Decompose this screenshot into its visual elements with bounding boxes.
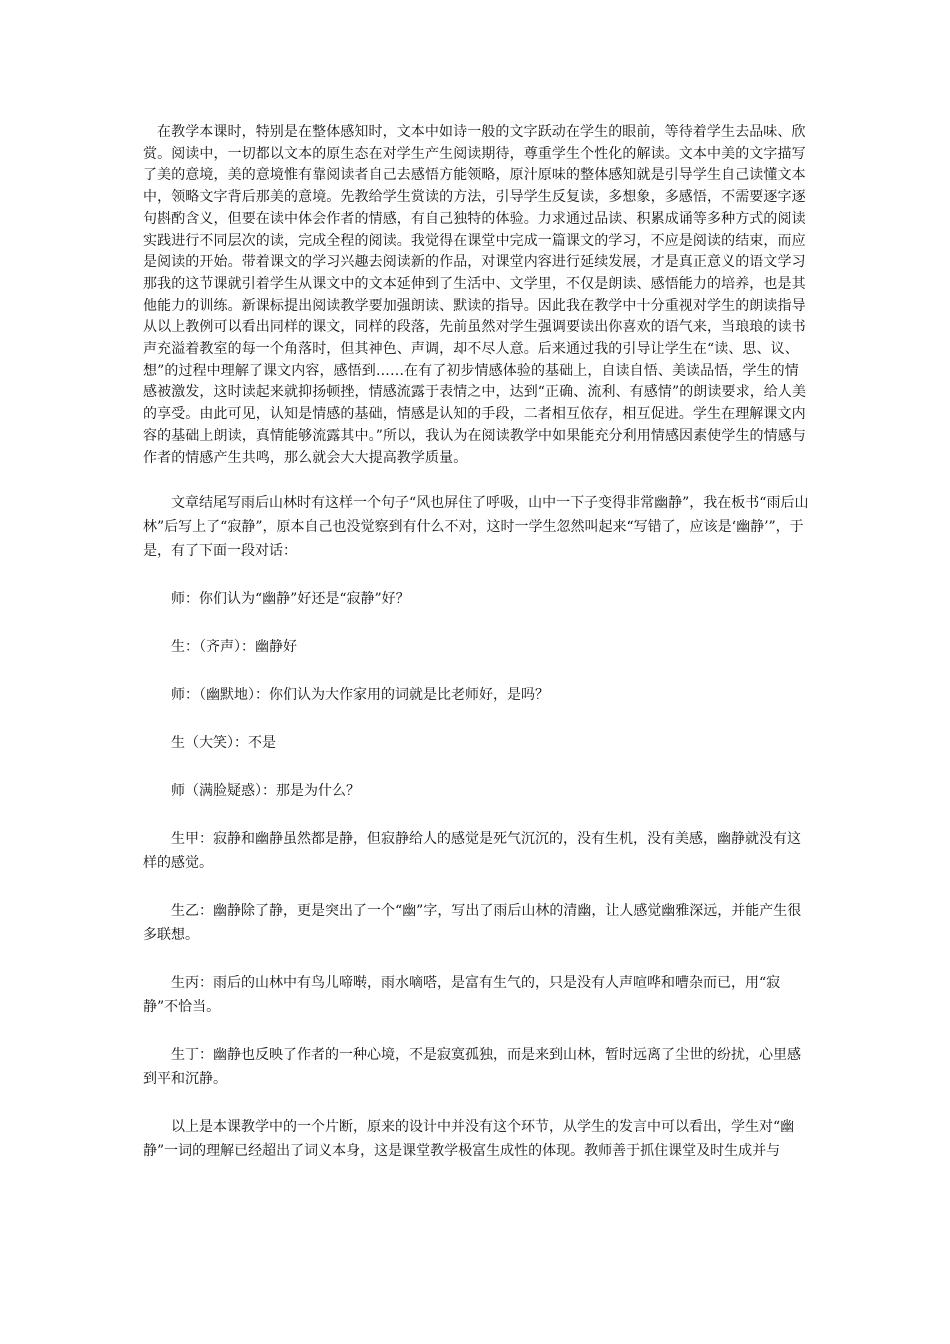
- dialogue-line: 生：（齐声）：幽静好: [171, 639, 297, 656]
- dialogue-line: 师（满脸疑惑）：那是为什么？: [171, 783, 360, 800]
- document-body: [143, 122, 811, 1163]
- dialogue-line: 生（大笑）：不是: [171, 735, 276, 752]
- dialogue-line: 生丁：幽静也反映了作者的一种心境，不是寂寞孤独，而是来到山林，暂时远离了尘世的纷扰，心里感到平和沉静。: [143, 1047, 801, 1088]
- paragraph-reflection: 在教学本课时，特别是在整体感知时，文本中如诗一般的文字跃动在学生的眼前，等待着学生去品味、欣赏。阅读中，一切都以文本的原生态在对学生产生阅读期待，尊重学生个性化的解读。文本中美的文字描写了美的意境，美的意境惟有靠阅读者自己去感悟方能领略，原汁原味的整体感知就是引导学生自己读懂文本中，领略文字背后那美的意境。先教给学生赏读的方法，引导学生反复读，多想象，多感悟，不需要逐字逐句斟酌含义，但要在读中体会作者的情感，有自己独特的体验。力求通过品读、积累成诵等多种方式的阅读实践进行不同层次的读，完成全程的阅读。我觉得在课堂中完成一篇课文的学习，不应是阅读的结束，而应是阅读的开始。带着课文的学习兴趣去阅读新的作品，对课堂内容进行延续发展，才是真正意义的语文学习那我的这节课就引着学生从课文中的文本延伸到了生活中、文学里，不仅是朗读、感悟能力的培养，也是其他能力的训练。新课标提出阅读教学要加强朗读、默读的指导。因此我在教学中十分重视对学生的朗读指导从以上教例可以看出同样的课文，同样的段落，先前虽然对学生强调要读出你喜欢的语气来，当琅琅的读书声充溢着教室的每一个角落时，但其神色、声调，却不尽人意。后来通过我的引导让学生在“读、思、议、想”的过程中理解了课文内容，感悟到……在有了初步情感体验的基础上，自读自悟、美读品悟，学生的情感被激发，这时读起来就抑扬顿挫，情感流露于表情之中，达到“正确、流利、有感情”的朗读要求，给人美的享受。由此可见，认知是情感的基础，情感是认知的手段，二者相互依存，相互促进。学生在理解课文内容的基础上朗读，真情能够流露其中。”所以，我认为在阅读教学中如果能充分利用情感因素使学生的情感与作者的情感产生共鸣，那么就会大大提高教学质量。: [143, 124, 807, 466]
- paragraph-conclusion: 以上是本课教学中的一个片断，原来的设计中并没有这个环节，从学生的发言中可以看出，学生对“幽静”一词的理解已经超出了词义本身，这是课堂教学极富生成性的体现。教师善于抓住课堂及时生成并与: [143, 1119, 795, 1160]
- dialogue-line: 生乙：幽静除了静，更是突出了一个“幽”字，写出了雨后山林的清幽，让人感觉幽雅深远，并能产生很多联想。: [143, 903, 802, 944]
- paragraph-episode-intro: 文章结尾写雨后山林时有这样一个句子“风也屏住了呼吸，山中一下子变得非常幽静”，我在板书“雨后山林”后写上了“寂静”，原本自己也没觉察到有什么不对，这时一学生忽然叫起来“写错了，应该是‘幽静’”，于是，有了下面一段对话：: [143, 495, 809, 560]
- dialogue-line: 生甲：寂静和幽静虽然都是静，但寂静给人的感觉是死气沉沉的，没有生机，没有美感，幽静就没有这样的感觉。: [143, 831, 801, 872]
- dialogue-line: 师：你们认为“幽静”好还是“寂静”好？: [171, 591, 410, 608]
- dialogue-line: 生丙：雨后的山林中有鸟儿啼啭，雨水嘀嗒，是富有生气的，只是没有人声喧哗和嘈杂而已，用“寂静”不恰当。: [143, 975, 781, 1016]
- dialogue-line: 师：（幽默地）：你们认为大作家用的词就是比老师好，是吗？: [171, 687, 549, 704]
